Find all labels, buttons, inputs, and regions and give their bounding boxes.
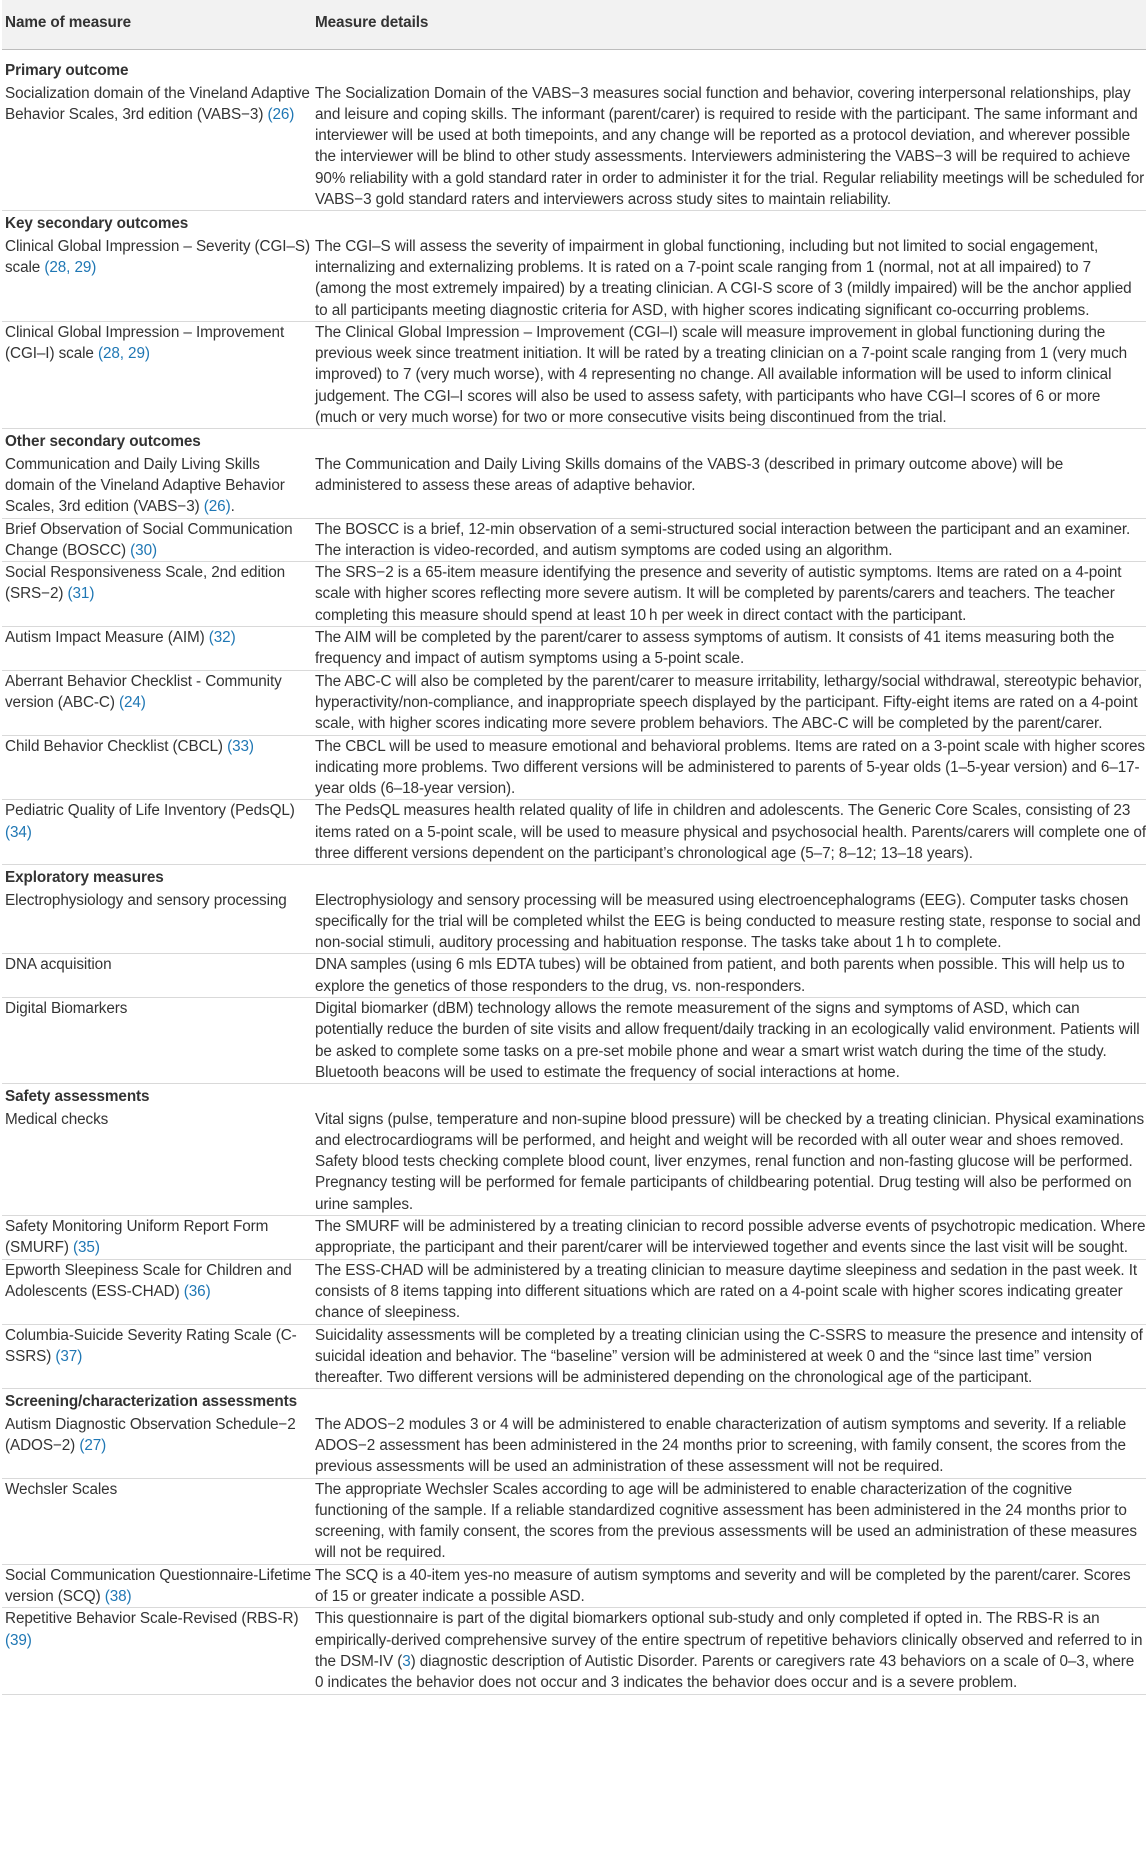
measure-name-cell: [2, 998, 313, 1084]
table-header-row: [2, 0, 1146, 50]
column-header-name: Name of measure: [2, 0, 313, 50]
measure-name: Medical checks: [5, 1110, 109, 1128]
measure-details-cell: [313, 954, 1146, 998]
measure-name-cell: [2, 454, 313, 518]
measure-details-cell: [313, 1478, 1146, 1564]
citation-link[interactable]: (26): [267, 105, 295, 123]
column-header-details: Measure details: [313, 0, 1146, 50]
table-row: [2, 954, 1146, 998]
measure-details-cell: [313, 1564, 1146, 1608]
measure-name-cell: [2, 1414, 313, 1478]
table-row: [2, 236, 1146, 322]
citation-link[interactable]: (24): [119, 693, 146, 711]
measure-name-cell: [2, 518, 313, 562]
section-title: Safety assessments: [5, 1088, 150, 1106]
measure-details: The Communication and Daily Living Skills domains of the VABS-3 (described in primary outcome above) will be administered to assess these areas of adaptive behavior.: [315, 455, 1064, 494]
table-row: [2, 1478, 1146, 1564]
measure-name-cell: [2, 562, 313, 627]
measure-details: Vital signs (pulse, temperature and non-supine blood pressure) will be checked by a treating clinician. Physical examinations and electrocardiograms will be performed, and height and weight will be recorded with all outer wear and shoes removed. Safety blood tests checking complete blood count, liver enzymes, renal function and non-fasting glucose will be performed. Pregnancy testing will be performed for female participants of childbearing potential. Drug testing will also be performed on urine samples.: [315, 1110, 1145, 1213]
measure-name-cell: [2, 1216, 313, 1260]
measure-details: The Socialization Domain of the VABS−3 measures social function and behavior, covering interpersonal relationships, play and leisure and coping skills. The informant (parent/carer) is required to reside with the participant. The same informant and interviewer will be used at both timepoints, and any change will be reported as a protocol deviation, and wherever possible the interviewer will be blind to other study assessments. Interviewers administering the VABS−3 will be required to achieve 90% reliability with a gold standard rater in order to administer it for the trial. Regular reliability meetings will be scheduled for VABS−3 gold standard raters and interviewers across study sites to maintain reliability.: [315, 84, 1145, 209]
measure-name: Brief Observation of Social Communication Change (BOSCC): [5, 520, 293, 559]
section-row: [2, 865, 1146, 890]
table-row: [2, 800, 1146, 865]
measure-details: The Clinical Global Impression – Improvement (CGI–I) scale will measure improvement in global functioning during the previous week since treatment initiation. It will be rated by a treating clinician on a 7-point scale ranging from 1 (very much improved) to 7 (very much worse), with 4 representing no change. All available information will be used to inform clinical judgement. The CGI–I scores will also be used to assess safety, with participants who have CGI–I scores of 6 or more (much or very much worse) for two or more consecutive visits being discontinued from the trial.: [315, 323, 1128, 427]
measures-table: [2, 0, 1146, 1695]
measure-details-cell: [313, 454, 1146, 518]
measure-details: The appropriate Wechsler Scales according to age will be administered to enable characterization of the cognitive functioning of the sample. If a reliable standardized cognitive assessment has been administered in the 24 months prior to screening, with family consent, the scores from the previous assessments will be used an administration of these measures will not be required.: [315, 1480, 1137, 1562]
measure-details: The PedsQL measures health related quality of life in children and adolescents. The Generic Core Scales, consisting of 23 items rated on a 5-point scale, will be used to measure physical and psychosocial health. Parents/carers will complete one of three different versions dependent on the participant’s chronological age (5–7; 8–12; 13–18 years).: [315, 802, 1146, 862]
citation-link[interactable]: (38): [104, 1588, 132, 1606]
citation-link[interactable]: (28, 29): [97, 345, 150, 363]
citation-link[interactable]: (27): [79, 1437, 107, 1454]
table-row: [2, 998, 1146, 1084]
measure-name: Electrophysiology and sensory processing: [5, 891, 287, 909]
measure-details: The SMURF will be administered by a treating clinician to record possible adverse events of psychotropic medication. Where appropriate, the participant and their parent/carer will be interviewed together and events since the last visit will be sought.: [315, 1218, 1146, 1257]
measure-name: Pediatric Quality of Life Inventory (PedsQL): [5, 802, 295, 820]
citation-link[interactable]: 3: [402, 1652, 411, 1670]
measure-name-cell: [2, 1109, 313, 1216]
measure-details: The BOSCC is a brief, 12-min observation of a semi-structured social interaction between the participant and an examiner. The interaction is video-recorded, and autism symptoms are coded using an algorithm.: [315, 520, 1131, 559]
measure-name-suffix: .: [230, 498, 235, 516]
measure-details-cell: [313, 1259, 1146, 1324]
measure-details: This questionnaire is part of the digital biomarkers optional sub-study and only completed if opted in. The RBS-R is an empirically-derived comprehensive survey of the entire spectrum of repetitive behaviors clinically observed and referred to in the DSM-IV (: [315, 1610, 1143, 1670]
table-row: [2, 1414, 1146, 1478]
citation-link[interactable]: (30): [130, 541, 157, 559]
measure-name-cell: [2, 890, 313, 954]
measure-details: Electrophysiology and sensory processing will be measured using electroencephalograms (EEG). Computer tasks chosen specifically for the trial will be completed whilst the EEG is being conducted to measure resting state, response to social and non-social stimuli, auditory processing and habituation response. The tasks take about 1 h to complete.: [315, 891, 1141, 952]
measure-details-cell: [313, 670, 1146, 735]
measure-details-cell: [313, 1608, 1146, 1694]
table-row: [2, 1608, 1146, 1694]
citation-link[interactable]: (28, 29): [44, 258, 97, 276]
measure-name-cell: [2, 627, 313, 671]
table-row: [2, 670, 1146, 735]
measure-name-cell: [2, 321, 313, 428]
measure-name-cell: [2, 83, 313, 211]
citation-link[interactable]: (37): [55, 1347, 83, 1365]
measure-name-cell: [2, 954, 313, 998]
measure-name: Autism Diagnostic Observation Schedule−2 (ADOS−2): [5, 1415, 296, 1454]
table-body: [2, 50, 1146, 1694]
measure-details: Suicidality assessments will be completed by a treating clinician using the C-SSRS to measure the presence and intensity of suicidal ideation and behavior. The “baseline” version will be administered at week 0 and the “since last time” version thereafter. Two different versions will be administered depending on the chronological age of the participant.: [315, 1326, 1143, 1387]
measure-details: The ADOS−2 modules 3 or 4 will be administered to enable characterization of autism symptoms and severity. If a reliable ADOS−2 assessment has been administered in the 24 months prior to screening, with family consent, the scores from the previous assessments will be used an administration of these assessment will not be required.: [315, 1415, 1127, 1476]
measure-name: Wechsler Scales: [5, 1480, 118, 1498]
citation-link[interactable]: (39): [5, 1631, 32, 1649]
section-title: Exploratory measures: [5, 869, 164, 887]
measure-details-cell: [313, 1414, 1146, 1478]
measure-name: Socialization domain of the Vineland Adaptive Behavior Scales, 3rd edition (VABS−3): [5, 84, 310, 123]
table-row: [2, 1109, 1146, 1216]
table-row: [2, 627, 1146, 671]
measure-name: Clinical Global Impression – Improvement (CGI–I) scale: [5, 323, 285, 363]
table-row: [2, 562, 1146, 627]
measure-details: DNA samples (using 6 mls EDTA tubes) will be obtained from patient, and both parents when possible. This will help us to explore the genetics of those responders to the drug, vs. non-responders.: [315, 956, 1125, 995]
measure-name-cell: [2, 1564, 313, 1608]
measure-name: Social Responsiveness Scale, 2nd edition (SRS−2): [5, 564, 286, 603]
measure-name: Social Communication Questionnaire-Lifetime version (SCQ): [5, 1566, 312, 1606]
measure-details-cell: [313, 890, 1146, 954]
section-row: [2, 1084, 1146, 1109]
section-row: [2, 211, 1146, 236]
citation-link[interactable]: (32): [208, 629, 236, 647]
measure-details: The CGI–S will assess the severity of impairment in global functioning, including but not limited to social engagement, internalizing and externalizing problems. It is rated on a 7-point scale ranging from 1 (normal, not at all impaired) to 7 (among the most extremely impaired) by a treating clinician. A CGI-S score of 3 (mildly impaired) will be the anchor applied to all participants meeting diagnostic criteria for ASD, with higher scores indicating significant co-occurring problems.: [315, 237, 1132, 319]
citation-link[interactable]: (36): [183, 1282, 211, 1300]
measure-name: Digital Biomarkers: [5, 1000, 128, 1018]
measure-details-cell: [313, 800, 1146, 865]
citation-link[interactable]: (35): [73, 1239, 100, 1257]
table-row: [2, 735, 1146, 800]
measure-details: Digital biomarker (dBM) technology allows the remote measurement of the signs and symptoms of ASD, which can potentially reduce the burden of site visits and allow frequent/daily tracking in an ecologically valid environment. Patients will be asked to complete some tasks on a pre-set mobile phone and wear a smart wrist watch during the time of the study. Bluetooth beacons will be used to estimate the frequency of social interactions at home.: [315, 1000, 1140, 1081]
section-title: Primary outcome: [5, 62, 129, 80]
measure-details-cell: [313, 83, 1146, 211]
citation-link[interactable]: (26): [203, 498, 231, 516]
section-row: [2, 50, 1146, 83]
table-row: [2, 890, 1146, 954]
measure-name-cell: [2, 1324, 313, 1389]
measure-details-cell: [313, 518, 1146, 562]
measure-name: Clinical Global Impression – Severity (CGI–S) scale: [5, 237, 310, 276]
citation-link[interactable]: (34): [5, 823, 32, 841]
measure-name-cell: [2, 1478, 313, 1564]
table-row: [2, 1324, 1146, 1389]
table-row: [2, 454, 1146, 518]
measure-details: The ESS-CHAD will be administered by a treating clinician to measure daytime sleepiness and sedation in the past week. It consists of 8 items tapping into different situations which are rated on a 4-point scale with higher scores indicating greater chance of sleepiness.: [315, 1261, 1137, 1322]
measure-name: Safety Monitoring Uniform Report Form (SMURF): [5, 1218, 269, 1257]
measure-details-cell: [313, 321, 1146, 428]
measure-details: The SCQ is a 40-item yes-no measure of autism symptoms and severity and will be completed by the parent/carer. Scores of 15 or greater indicate a possible ASD.: [315, 1566, 1131, 1606]
measure-name-cell: [2, 1608, 313, 1694]
measure-name-cell: [2, 1259, 313, 1324]
table-row: [2, 1216, 1146, 1260]
measure-details-cell: [313, 236, 1146, 322]
citation-link[interactable]: (33): [227, 737, 254, 755]
measure-details-cell: [313, 627, 1146, 671]
measure-details: ) diagnostic description of Autistic Disorder. Parents or caregivers rate 43 behaviors on a scale of 0–3, where 0 indicates the behavior does not occur and 3 indicates the behavior does occur and is a severe problem.: [315, 1652, 1135, 1692]
citation-link[interactable]: (31): [67, 585, 95, 603]
section-row: [2, 429, 1146, 454]
table-row: [2, 1259, 1146, 1324]
measure-details-cell: [313, 1216, 1146, 1260]
measure-details: The CBCL will be used to measure emotional and behavioral problems. Items are rated on a 3-point scale with higher scores indicating more problems. Two different versions will be administered to parents of 5-year olds (1–5-year version) and 6–17-year olds (6–18-year version).: [315, 737, 1145, 798]
section-row: [2, 1389, 1146, 1414]
measure-name: Child Behavior Checklist (CBCL): [5, 737, 228, 755]
measure-name: Repetitive Behavior Scale-Revised (RBS-R): [5, 1610, 299, 1628]
table-row: [2, 83, 1146, 211]
section-title: Other secondary outcomes: [5, 433, 201, 451]
table-row: [2, 1564, 1146, 1608]
measure-name: Autism Impact Measure (AIM): [5, 629, 209, 647]
measure-name: DNA acquisition: [5, 956, 112, 974]
measure-details-cell: [313, 1109, 1146, 1216]
measure-details: The AIM will be completed by the parent/carer to assess symptoms of autism. It consists of 41 items measuring both the frequency and impact of autism symptoms using a 5-point scale.: [315, 629, 1115, 668]
section-title: Screening/characterization assessments: [5, 1393, 298, 1411]
measure-name-cell: [2, 800, 313, 865]
measure-name-cell: [2, 735, 313, 800]
measure-details-cell: [313, 562, 1146, 627]
measure-details-cell: [313, 735, 1146, 800]
measure-name-cell: [2, 236, 313, 322]
measure-name: Aberrant Behavior Checklist - Community version (ABC-C): [5, 672, 282, 711]
measure-name: Communication and Daily Living Skills domain of the Vineland Adaptive Behavior Scales, 3rd edition (VABS−3): [5, 455, 285, 516]
measure-details-cell: [313, 1324, 1146, 1389]
measure-details-cell: [313, 998, 1146, 1084]
table-row: [2, 321, 1146, 428]
measure-name: Epworth Sleepiness Scale for Children and Adolescents (ESS-CHAD): [5, 1261, 292, 1300]
measure-details: The SRS−2 is a 65-item measure identifying the presence and severity of autistic symptoms. Items are rated on a 4-point scale with higher scores reflecting more severe autism. It will be completed by parents/carers and teachers. The teacher completing this measure should spend at least 10 h per week in direct contact with the participant.: [315, 564, 1122, 624]
section-title: Key secondary outcomes: [5, 215, 189, 233]
measure-details: The ABC-C will also be completed by the parent/carer to measure irritability, lethargy/social withdrawal, stereotypic behavior, hyperactivity/non-compliance, and inappropriate speech displayed by the participant. Fifty-eight items are rated on a 4-point scale, with higher scores indicating more severe problem behaviors. The ABC-C will be completed by the parent/carer.: [315, 672, 1143, 733]
table-row: [2, 518, 1146, 562]
measure-name: Columbia-Suicide Severity Rating Scale (C-SSRS): [5, 1326, 297, 1365]
measure-name-cell: [2, 670, 313, 735]
